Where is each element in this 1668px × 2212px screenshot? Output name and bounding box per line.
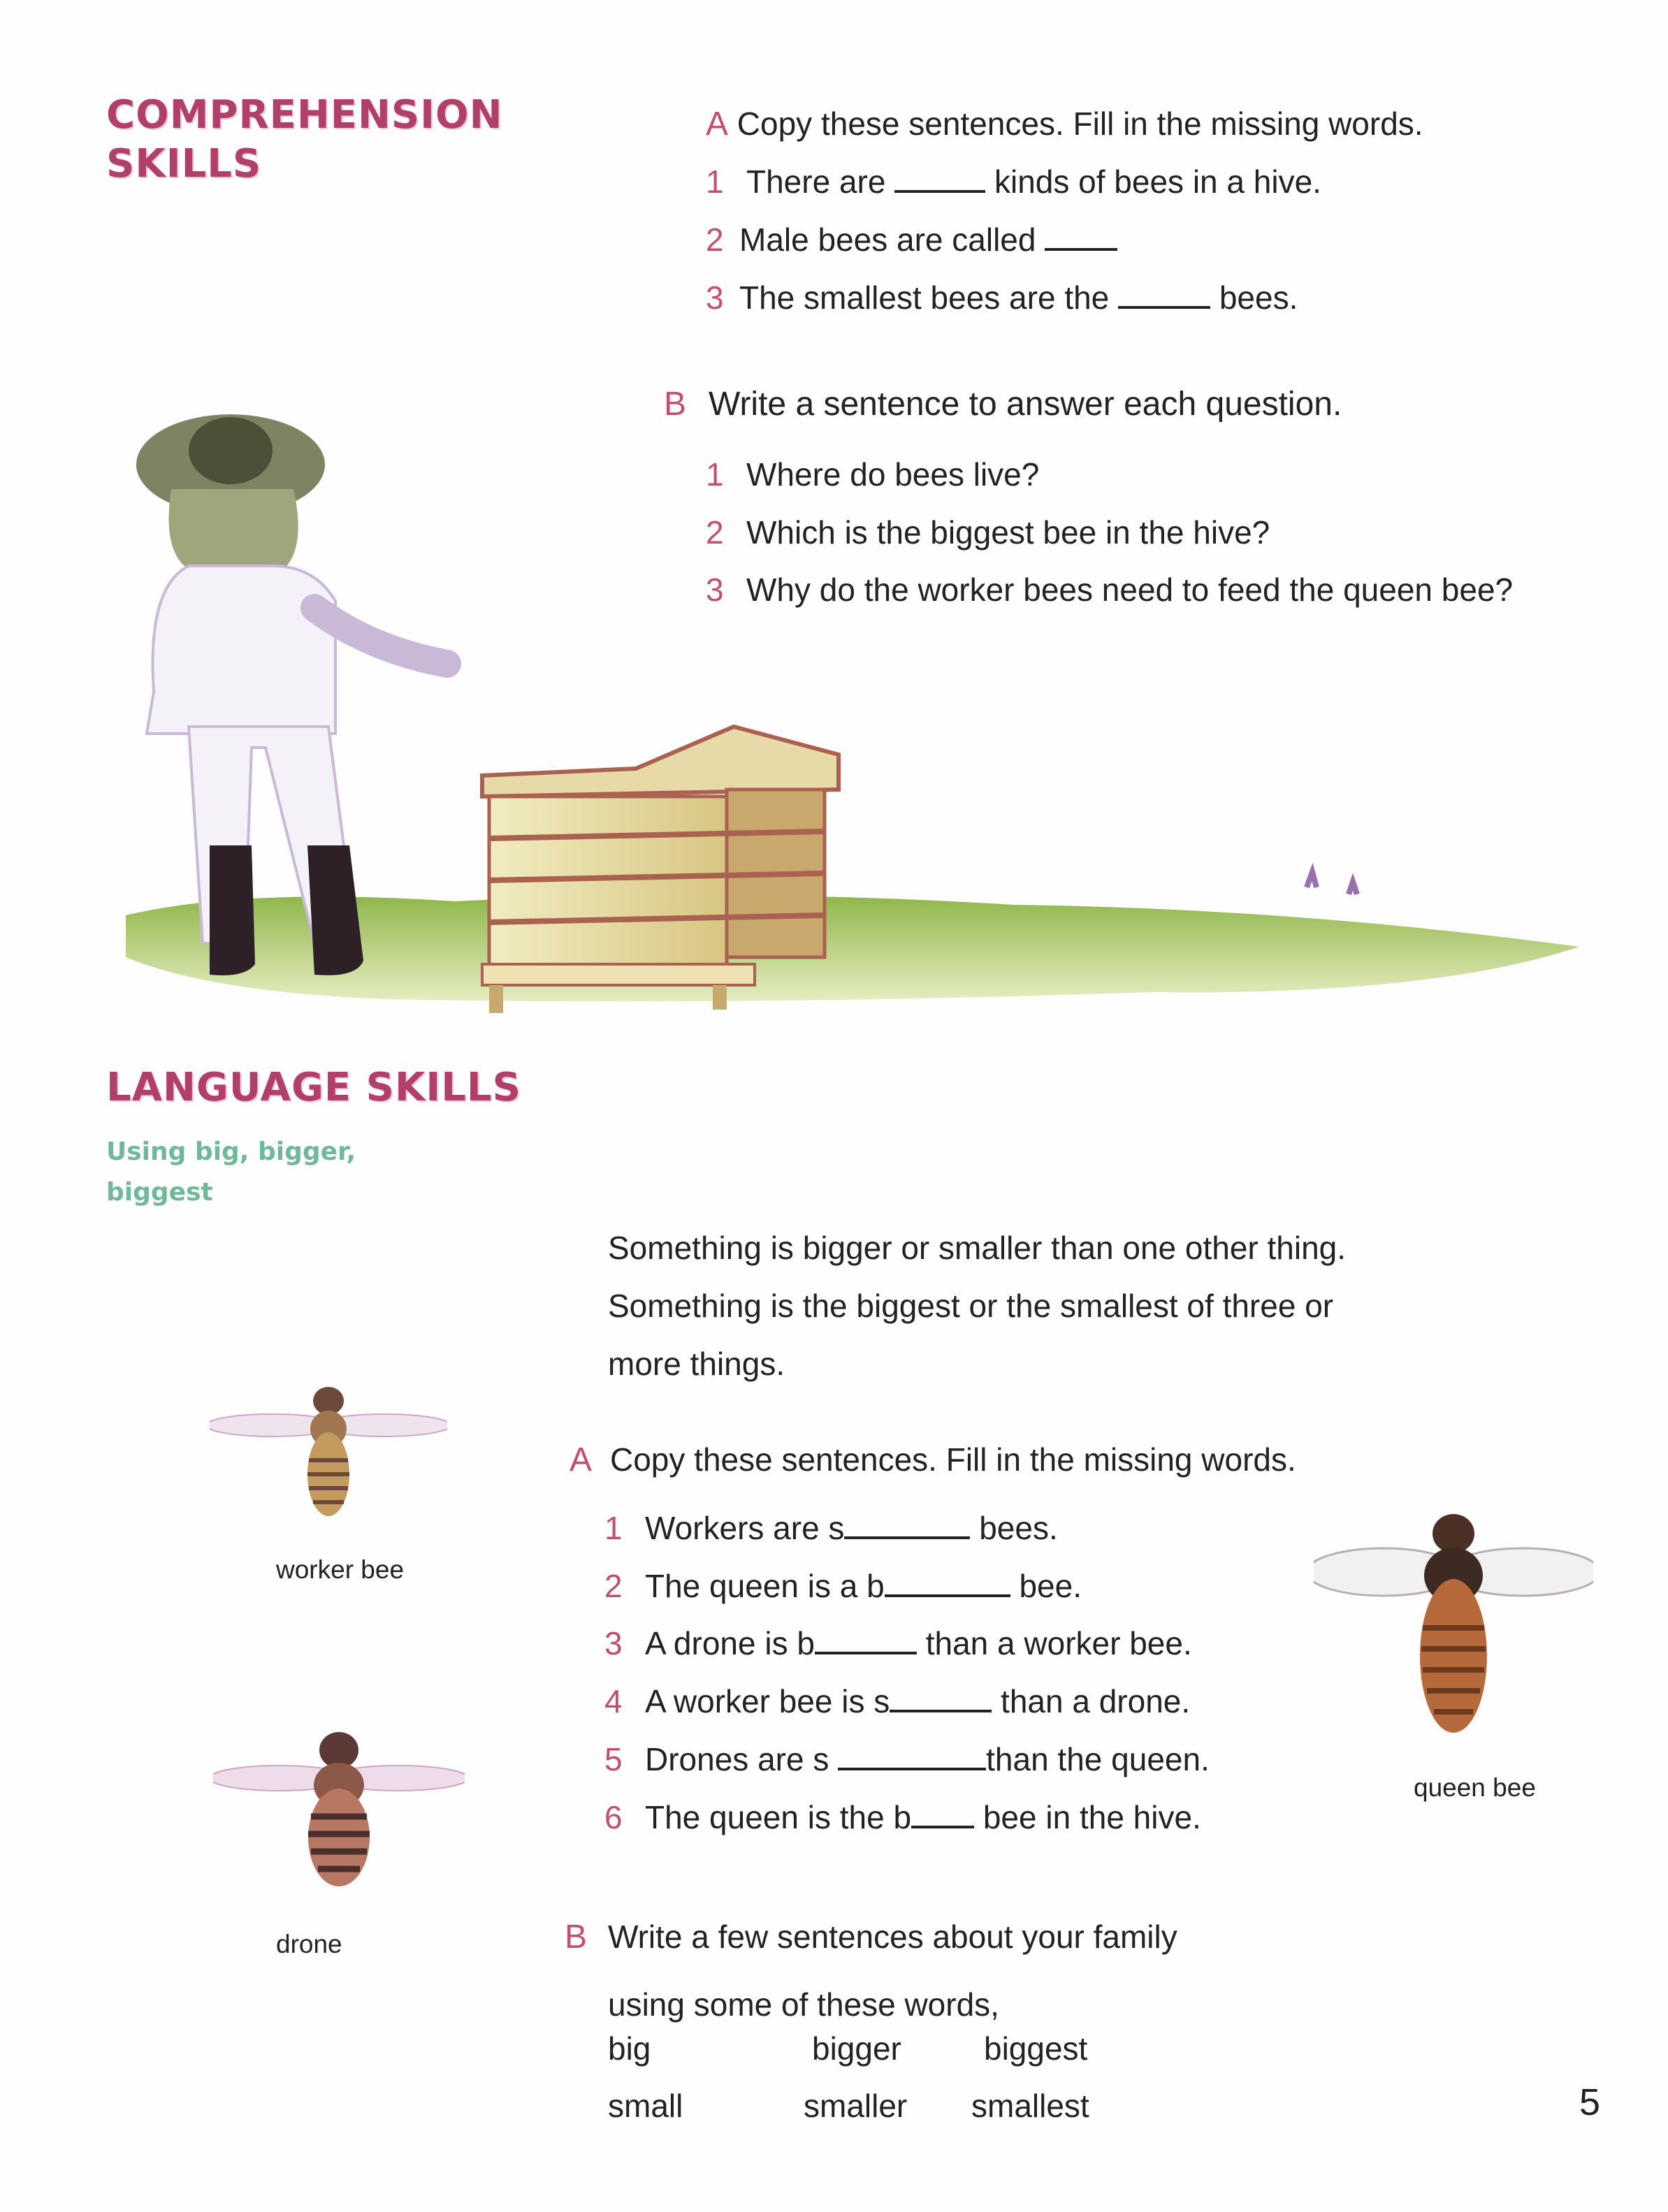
- item-text: The queen is the b: [645, 1799, 912, 1835]
- part-b-instruction-line2: using some of these words,: [608, 1986, 999, 2023]
- item-number: 1: [706, 163, 724, 200]
- answer-blank[interactable]: [1045, 223, 1117, 251]
- word-bank-word: bigger: [812, 2030, 901, 2067]
- comp-a-item-3: [706, 277, 1298, 318]
- item-text: bees.: [979, 1510, 1058, 1546]
- lang-a-item-2: [604, 1566, 1082, 1606]
- rule-line1: Something is bigger or smaller than one other thing.: [608, 1230, 1347, 1266]
- language-part-b: [565, 1903, 1177, 2038]
- comprehension-heading-line2: SKILLS: [106, 141, 262, 187]
- language-part-a: [570, 1439, 1296, 1480]
- drone-bee-icon: [213, 1719, 465, 1907]
- drone-caption: drone: [276, 1930, 342, 1958]
- comp-a-item-1: [706, 161, 1321, 202]
- item-text: A worker bee is s: [645, 1683, 890, 1719]
- lang-a-item-4: [604, 1681, 1190, 1722]
- word-bank-word: smaller: [804, 2088, 908, 2124]
- lang-a-item-6: [604, 1797, 1201, 1838]
- item-text: than a drone.: [1001, 1683, 1191, 1719]
- item-number: 1: [706, 456, 724, 493]
- item-number: 2: [604, 1568, 623, 1604]
- subheading-line2: biggest: [106, 1178, 213, 1207]
- part-b-letter: B: [664, 386, 687, 423]
- lang-a-item-5: [604, 1739, 1210, 1780]
- rule-line3: more things.: [608, 1346, 785, 1382]
- worker-bee-icon: [210, 1369, 447, 1530]
- comprehension-part-a: [706, 103, 1423, 145]
- item-text: Male bees are called: [739, 221, 1036, 258]
- item-text: A drone is b: [645, 1625, 815, 1661]
- item-text: Drones are s: [645, 1741, 829, 1777]
- item-text: than the queen.: [986, 1741, 1210, 1777]
- item-text: kinds of bees in a hive.: [994, 163, 1321, 200]
- item-number: 2: [706, 221, 724, 258]
- part-a-instruction: Copy these sentences. Fill in the missing words.: [610, 1441, 1296, 1478]
- queen-bee-icon: [1314, 1506, 1593, 1743]
- word-bank-word: small: [608, 2088, 683, 2124]
- item-number: 1: [604, 1510, 623, 1546]
- part-b-instruction-line1: Write a few sentences about your family: [608, 1919, 1177, 1955]
- language-rule: [608, 1219, 1346, 1393]
- answer-blank[interactable]: [885, 1569, 1010, 1597]
- item-text: bee in the hive.: [982, 1799, 1201, 1835]
- item-text: The queen is a b: [645, 1568, 885, 1604]
- comprehension-heading: [106, 91, 502, 189]
- item-number: 5: [604, 1741, 623, 1777]
- worker-bee-caption: worker bee: [276, 1555, 405, 1584]
- subheading-line1: Using big, bigger,: [106, 1137, 356, 1166]
- answer-blank[interactable]: [894, 165, 985, 193]
- item-number: 3: [706, 279, 724, 316]
- item-text: Where do bees live?: [746, 456, 1040, 493]
- item-number: 3: [604, 1625, 623, 1661]
- item-number: 3: [706, 572, 724, 608]
- beekeeper-illustration: [136, 414, 447, 975]
- comprehension-heading-line1: COMPREHENSION: [106, 92, 503, 138]
- part-a-letter: A: [706, 105, 729, 143]
- language-subheading: [106, 1132, 356, 1213]
- word-bank-word: big: [608, 2030, 651, 2067]
- part-b-instruction: Write a sentence to answer each question.: [709, 386, 1342, 423]
- word-bank-word: smallest: [971, 2088, 1089, 2124]
- lang-a-item-3: [604, 1623, 1192, 1664]
- part-a-instruction: Copy these sentences. Fill in the missing words.: [737, 105, 1423, 142]
- item-text: Workers are s: [645, 1510, 845, 1546]
- queen-bee-caption: queen bee: [1414, 1773, 1536, 1802]
- comp-a-item-2: [706, 219, 1117, 260]
- page-number: 5: [1579, 2081, 1601, 2123]
- word-bank-word: biggest: [984, 2030, 1088, 2067]
- item-number: 4: [604, 1683, 623, 1719]
- item-text: Why do the worker bees need to feed the queen bee?: [746, 572, 1514, 608]
- language-heading: LANGUAGE SKILLS: [106, 1065, 521, 1110]
- item-text: bee.: [1019, 1568, 1082, 1604]
- part-b-letter: B: [565, 1919, 588, 1956]
- item-number: 2: [706, 514, 724, 551]
- item-text: Which is the biggest bee in the hive?: [746, 514, 1270, 551]
- answer-blank[interactable]: [1118, 281, 1210, 309]
- rule-line2: Something is the biggest or the smallest of three or: [608, 1288, 1334, 1324]
- item-text: bees.: [1219, 279, 1298, 316]
- answer-blank[interactable]: [911, 1800, 974, 1828]
- item-text: There are: [746, 163, 886, 200]
- lang-a-item-1: [604, 1508, 1058, 1548]
- item-text: than a worker bee.: [925, 1625, 1192, 1661]
- answer-blank[interactable]: [838, 1752, 986, 1770]
- answer-blank[interactable]: [815, 1627, 917, 1654]
- item-text: The smallest bees are the: [739, 279, 1110, 316]
- item-number: 6: [604, 1799, 623, 1835]
- beekeeper-scene: [105, 398, 1593, 1027]
- answer-blank[interactable]: [844, 1511, 970, 1539]
- part-a-letter: A: [570, 1441, 593, 1478]
- answer-blank[interactable]: [890, 1685, 992, 1712]
